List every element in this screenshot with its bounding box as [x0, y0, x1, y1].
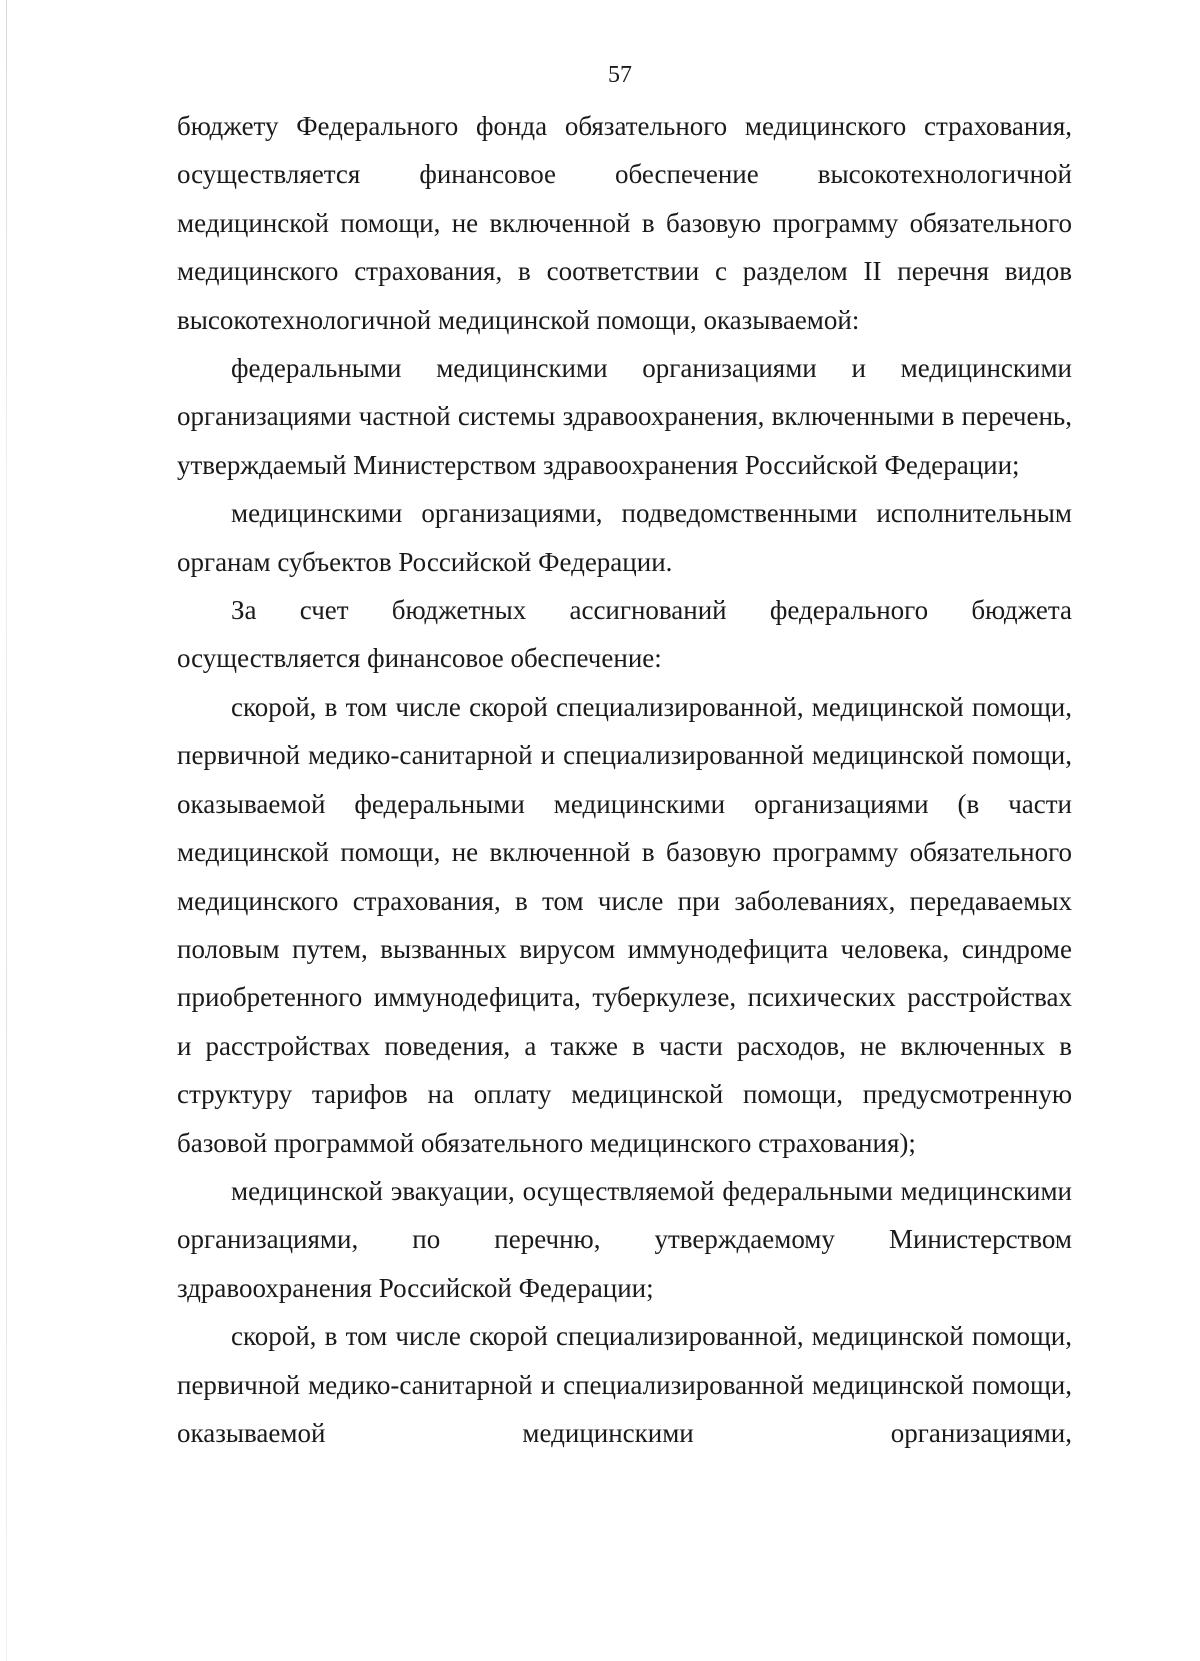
paragraph-federal-organizations: федеральными медицинскими организациями и медицинскими организациями частной системы здравоохранения, включенными в перечень, утверждаемый Министерством здравоохранения Российской Федерации;: [177, 353, 1072, 480]
paragraph-emergency-care-federal: скорой, в том числе скорой специализированной, медицинской помощи, первичной медико-санитарной и специализированной медицинской помощи, оказываемой федеральными медицинскими организациями (в части медицинской помощи, не включенной в базовую программу обязательного медицинского страхования, в том числе при заболеваниях, передаваемых половым путем, вызванных вирусом иммунодефицита человека, синдроме приобретенного иммунодефицита, туберкулезе, психических расстройствах и расстройствах поведения, а также в части расходов, не включенных в структуру тарифов на оплату медицинской помощи, предусмотренную базовой программой обязательного медицинского страхования);: [177, 691, 1072, 1158]
paragraph-hightech-funding: бюджету Федерального фонда обязательного медицинского страхования, осуществляется финансовое обеспечение высокотехнологичной медицинской помощи, не включенной в базовую программу обязательного медицинского страхования, в соответствии с разделом II перечня видов высокотехнологичной медицинской помощи, оказываемой:: [177, 111, 1072, 335]
paragraph-medical-evacuation: медицинской эвакуации, осуществляемой федеральными медицинскими организациями, по перечню, утверждаемому Министерством здравоохранения Российской Федерации;: [177, 1175, 1072, 1303]
scan-edge-line: [6, 0, 7, 1661]
document-body: [177, 102, 1072, 1457]
page-number: 57: [608, 62, 632, 88]
paragraph-federal-budget-intro: За счет бюджетных ассигнований федерального бюджета осуществляется финансовое обеспечение:: [177, 595, 1072, 674]
paragraph-subject-organizations: медицинскими организациями, подведомственными исполнительным органам субъектов Российской Федерации.: [177, 498, 1072, 577]
paragraph-emergency-care-continued: скорой, в том числе скорой специализированной, медицинской помощи, первичной медико-санитарной и специализированной медицинской помощи, оказываемой медицинскими организациями,: [177, 1321, 1072, 1448]
